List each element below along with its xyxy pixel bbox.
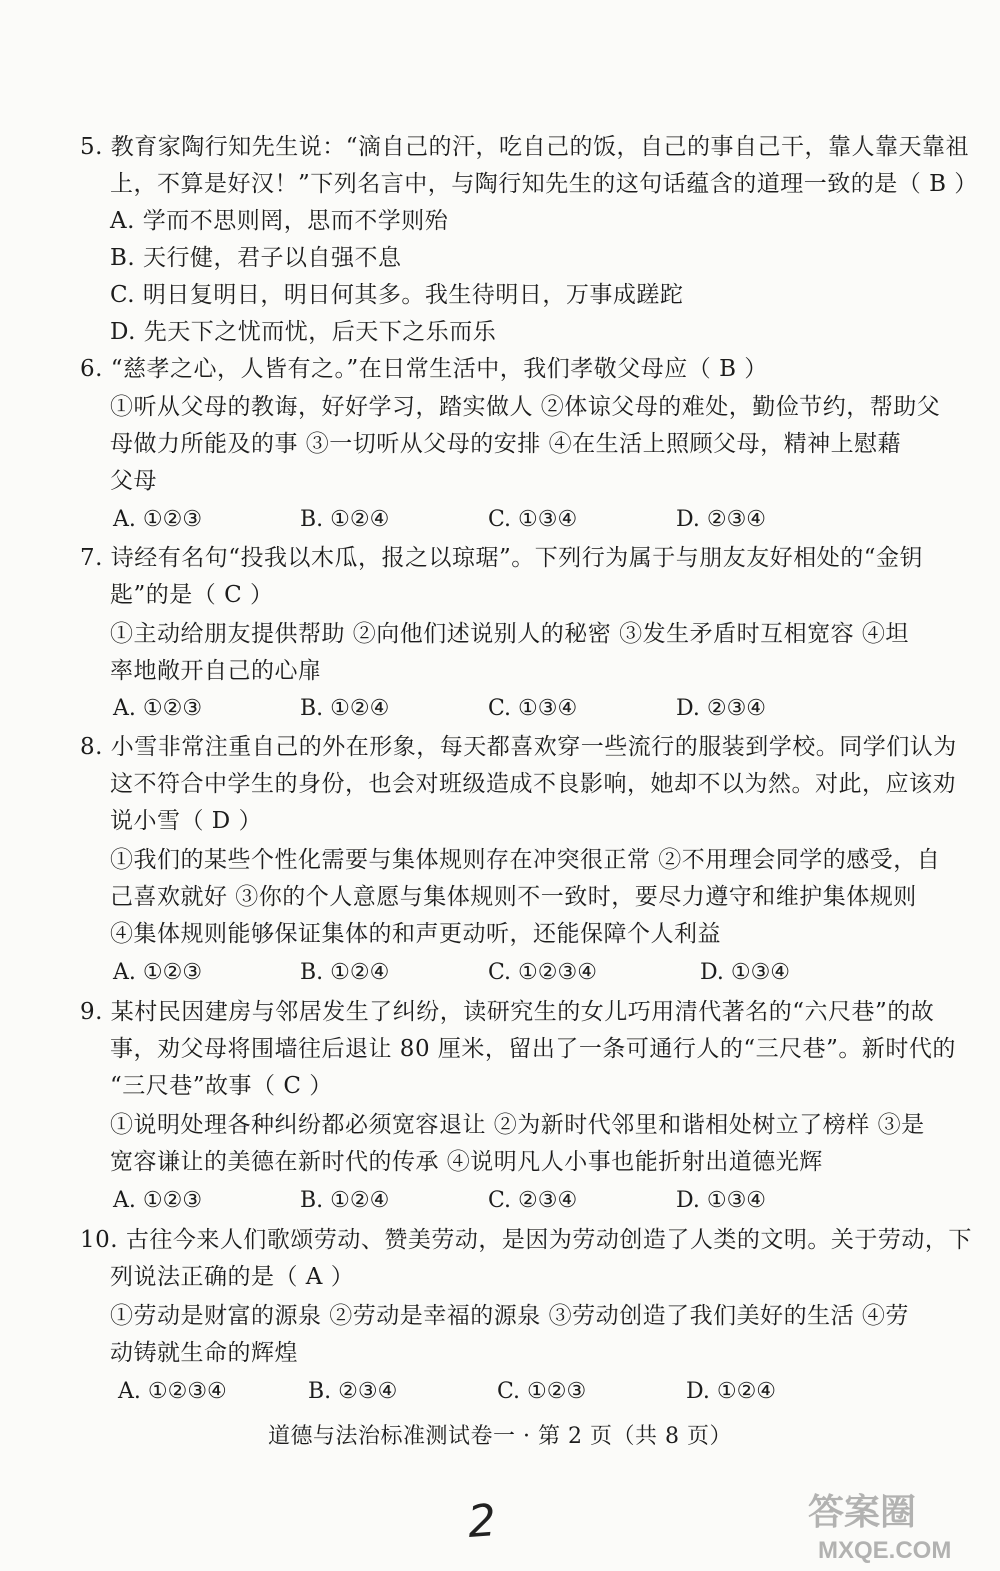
option-line: D. 先天下之忧而忧，后天下之乐而乐 xyxy=(110,319,497,345)
page-footer: 道德与法治标准测试卷一 · 第 2 页（共 8 页） xyxy=(268,1424,732,1449)
watermark-top-text: 答案圈 xyxy=(808,1491,917,1532)
option-line: A. 学而不思则罔，思而不学则殆 xyxy=(110,208,449,234)
question-text-line: 8. 小雪非常注重自己的外在形象，每天都喜欢穿一些流行的服装到学校。同学们认为 xyxy=(80,734,957,760)
question-text-line: 上，不算是好汉！”下列名言中，与陶行知先生的这句话蕴含的道理一致的是（ B ） xyxy=(110,171,978,197)
statement-line: 己喜欢就好 ③你的个人意愿与集体规则不一致时，要尽力遵守和维护集体规则 xyxy=(110,884,917,910)
statement-line: 父母 xyxy=(110,468,157,494)
statement-line: 动铸就生命的辉煌 xyxy=(110,1340,298,1366)
handwritten-page-number: 2 xyxy=(466,1495,498,1548)
question-text-line: 6. “慈孝之心，人皆有之。”在日常生活中，我们孝敬父母应（ B ） xyxy=(80,356,768,382)
option-b: B. ①②④ xyxy=(300,696,390,721)
option-d: D. ①②④ xyxy=(686,1379,777,1404)
option-a: A. ①②③ xyxy=(113,507,203,532)
option-d: D. ①③④ xyxy=(676,1188,767,1213)
option-c: C. ①②③ xyxy=(497,1379,587,1404)
option-d: D. ①③④ xyxy=(700,960,791,985)
option-a: A. ①②③ xyxy=(113,696,203,721)
statement-line: 率地敞开自己的心扉 xyxy=(110,658,322,684)
question-text-line: 说小雪（ D ） xyxy=(110,808,263,834)
question-text-line: 7. 诗经有名句“投我以木瓜，报之以琼琚”。下列行为属于与朋友友好相处的“金钥 xyxy=(80,545,924,571)
option-b: B. ①②④ xyxy=(300,507,390,532)
statement-line: ①我们的某些个性化需要与集体规则存在冲突很正常 ②不用理会同学的感受，自 xyxy=(110,847,941,873)
option-line: C. 明日复明日，明日何其多。我生待明日，万事成蹉跎 xyxy=(110,282,684,308)
question-text-line: 10. 古往今来人们歌颂劳动、赞美劳动，是因为劳动创造了人类的文明。关于劳动，下 xyxy=(80,1227,972,1253)
question-text-line: 匙”的是（ C ） xyxy=(110,582,274,608)
option-c: C. ①③④ xyxy=(488,696,578,721)
statement-line: 宽容谦让的美德在新时代的传承 ④说明凡人小事也能折射出道德光辉 xyxy=(110,1149,823,1175)
question-text-line: 5. 教育家陶行知先生说：“滴自己的汗，吃自己的饭，自己的事自己干，靠人靠天靠祖 xyxy=(80,134,970,160)
option-d: D. ②③④ xyxy=(676,507,767,532)
question-text-line: 这不符合中学生的身份，也会对班级造成不良影响，她却不以为然。对此，应该劝 xyxy=(110,771,956,797)
statement-line: ①说明处理各种纠纷都必须宽容退让 ②为新时代邻里和谐相处树立了榜样 ③是 xyxy=(110,1112,925,1138)
option-a: A. ①②③ xyxy=(113,960,203,985)
question-text-line: 事，劝父母将围墙往后退让 80 厘米，留出了一条可通行人的“三尺巷”。新时代的 xyxy=(110,1036,956,1062)
option-d: D. ②③④ xyxy=(676,696,767,721)
statement-line: ①听从父母的教诲，好好学习，踏实做人 ②体谅父母的难处，勤俭节约，帮助父 xyxy=(110,394,941,420)
question-text-line: 9. 某村民因建房与邻居发生了纠纷，读研究生的女儿巧用清代著名的“六尺巷”的故 xyxy=(80,999,935,1025)
option-b: B. ①②④ xyxy=(300,960,390,985)
watermark-logo xyxy=(800,1480,990,1566)
statement-line: ①主动给朋友提供帮助 ②向他们述说别人的秘密 ③发生矛盾时互相宽容 ④坦 xyxy=(110,621,909,647)
option-c: C. ②③④ xyxy=(488,1188,578,1213)
option-a: A. ①②③④ xyxy=(118,1379,227,1404)
option-c: C. ①③④ xyxy=(488,507,578,532)
watermark-bottom-text: MXQE.COM xyxy=(818,1537,952,1564)
option-a: A. ①②③ xyxy=(113,1188,203,1213)
statement-line: 母做力所能及的事 ③一切听从父母的安排 ④在生活上照顾父母，精神上慰藉 xyxy=(110,431,902,457)
question-text-line: “三尺巷”故事（ C ） xyxy=(110,1073,333,1099)
option-line: B. 天行健，君子以自强不息 xyxy=(110,245,402,271)
statement-line: ④集体规则能够保证集体的和声更动听，还能保障个人利益 xyxy=(110,921,721,947)
question-text-line: 列说法正确的是（ A ） xyxy=(110,1264,355,1290)
option-c: C. ①②③④ xyxy=(488,960,597,985)
option-b: B. ①②④ xyxy=(300,1188,390,1213)
option-b: B. ②③④ xyxy=(308,1379,398,1404)
statement-line: ①劳动是财富的源泉 ②劳动是幸福的源泉 ③劳动创造了我们美好的生活 ④劳 xyxy=(110,1303,909,1329)
